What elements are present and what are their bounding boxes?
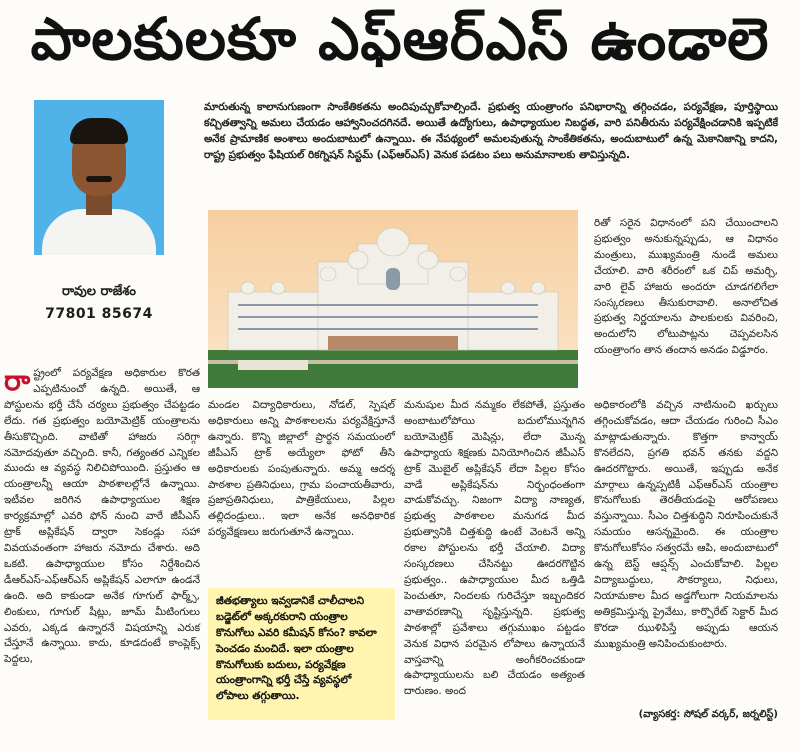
column-4-top: రితో సరైన విధానంలో పని చేయించాలని ప్రభుత్వం అనుకున్నప్పుడు, ఆ విధానం మంత్రులు, ముఖ్యమంత్రి నుండే అమలు చేయాలి. వారి శరీరంలో ఒక చిప్ అమర్చి, వారి లైవ్ హాజరు అందరూ చూడగలిగేలా సంస్కరణలు తీసుకురావాలి. అనాలోచిత ప్రభుత్వ నిర్ణయాలను పాలకులకు వివరించి, అందులోని లోటుపాట్లను చెప్పవలసిన యంత్రాంగం తాన తందాన అనడం విడ్డూరం.: [594, 217, 778, 357]
author-byline: (వ్యాసకర్త: సోషల్ వర్కర్, జర్నలిస్ట్): [638, 709, 778, 720]
intro-paragraph: మారుతున్న కాలానుగుణంగా సాంకేతికతను అందిపుచ్చుకోవాల్సిందే. ప్రభుత్వ యంత్రాంగం పనిభారాన్ని తగ్గించడం, పర్యవేక్షణ, పూర్తిస్థాయి కచ్చితత్వాన్ని అమలు చేయడం ఆహ్వానించదగినదే. అయితే ఉద్యోగులు, ఉపాధ్యాయుల నిబద్ధత, వారి పనితీరును పర్యవేక్షించడానికి ఇప్పటికే అనేక ప్రామాణిక అంశాలు అందుబాటులో ఉన్నాయి. ఈ నేపథ్యంలో అమలవుతున్న సాంకేతికతను, అందుబాటులో ఉన్న మెకానిజాన్ని కాదని, రాష్ట్ర ప్రభుత్వం ఫేషియల్ రికగ్నిషన్ సిస్టమ్ (ఎఫ్‌ఆర్‌ఎస్) వెనుక పడటం పలు అనుమానాలకు తావిస్తున్నది.: [204, 101, 778, 161]
column-1-text: ష్ట్రంలో పర్యవేక్షణ అధికారుల కొరత ఎప్పటినుంచో ఉన్నది. అయితే, ఆ పోస్టులను భర్తీ చేసే చర్యలు ప్రభుత్వం చేపట్టడం లేదు. గత ప్రభుత్వం బయోమెట్రిక్ యంత్రాలను తీసుకొచ్చింది. వాటితో హాజరు సరిగ్గా నమోదవుతూ వచ్చింది. కానీ, గత్యంతర ఎన్నికల ముందు ఆ వ్యవస్థ నిలిచిపోయింది. ప్రస్తుతం ఆ యంత్రాలన్నీ ఆయా పాఠశాలల్లోనే ఉన్నాయి. ఇటీవల జరిగిన ఉపాధ్యాయుల శిక్షణ కార్యక్రమాల్లో ఎవరి ఫోన్ నుంచి వారే జీపీఎస్ ట్రాక్ అప్లికేషన్ ద్వారా సెకండ్లు సహా వివయవంతంగా హాజరు నమోదు చేశారు. అది ఒకటి. ఉపాధ్యాయుల కోసం నిర్దేశించిన డీఆర్‌ఎస్-ఎఫ్‌ఆర్‌ఎస్ అప్లికేషన్ ఎలాగూ ఉండనే ఉంది. అది కాకుండా అనేక గూగుల్ ఫార్మ్స్, లింకులు, గూగుల్ షీట్లు, జూమ్ మీటింగులు ఎవరు, ఎక్కడ ఉన్నారనే విషయాన్ని ఎరుక చేస్తూనే ఉన్నాయి. కాదు, కూడదంటే కాంప్లెక్స్ పెద్దలు,: [4, 367, 200, 666]
pull-quote: జీతభత్యాలు ఇవ్వడానికే చాలీచాలని బడ్జెట్‌లో అక్కరకురాని యంత్రాల కొనుగోలు ఎవరి కమీషన్ కోసం? కావలా పెంచడం మంచిదే. ఇలా యంత్రాల కొనుగోలుకు బదులు, పర్యవేక్షణ యంత్రాంగాన్ని భర్తీ చేస్తే వ్యవస్థలో లోపాలు తగ్గుతాయి.: [208, 588, 395, 720]
drop-cap: రా: [4, 364, 31, 397]
author-name: రావుల రాజేశం: [62, 284, 136, 299]
column-1: [0, 366, 200, 668]
author-photo: [34, 100, 164, 255]
secretariat-building-photo: [208, 210, 578, 388]
headline: పాలకులకూ ఎఫ్‌ఆర్‌ఎస్ ఉండాలె: [30, 4, 770, 73]
author-phone: 77801 85674: [45, 306, 153, 322]
column-4-bottom: అధికారంలోకి వచ్చిన నాటినుంచి ఖర్చులు తగ్గించుకోవడం, ఆదా చేయడం గురించి సీఎం మాట్లాడుతున్నారు. కొత్తగా కాన్వాయ్ కొనలేదని, ప్రగతి భవన్ తనకు వద్దని ఊదరగొట్టారు. అయితే, ఇప్పుడు అనేక మార్గాలు ఉన్నప్పటికీ ఎఫ్‌ఆర్‌ఎస్ యంత్రాల కొనుగోలుకు తెరతీయడంపై ఆరోపణలు వస్తున్నాయి. సీఎం చిత్తశుద్ధిని నిరూపించుకునే సమయం ఆసన్నమైంది. ఈ యంత్రాల కొనుగోలుకోసం సత్వరమే ఆపి, అందుబాటులో ఉన్న బెస్ట్ ఆప్షన్స్ ఎంచుకోవాలి. పిల్లల విద్యాబుద్ధులు, సౌకర్యాలు, నిధులు, నియామకాల మీద అడ్డగోలుగా నియమాలను అతిక్రమిస్తున్న ప్రైవేటు, కార్పొరేట్ సెక్టార్ మీద కొరడా ఝుళిపిస్తే అప్పుడు ఆయన ముఖ్యమంత్రి అనిపించుకుంటారు.: [594, 399, 778, 650]
column-2: మండల విద్యాధికారులు, నోడల్, స్పెషల్ అధికారులు అన్ని పాఠశాలలను పర్యవేక్షిస్తూనే ఉన్నారు. కొన్ని జిల్లాలో ప్రార్థన సమయంలో జీపీఎస్ ట్రాక్ అయ్యేలా ఫోటో తీసి అధికారులకు పంపుతున్నారు. అమ్మ ఆదర్శ పాఠశాల ప్రతినిధులు, గ్రామ పంచాయతీవారు, ప్రజాప్రతినిధులు, పాత్రికేయులు, పిల్లల తల్లిదండ్రులు.. ఇలా అనేక అనధికారిక పర్యవేక్షణలు జరుగుతూనే ఉన్నాయి.: [208, 399, 395, 539]
column-3: మనుషుల మీద నమ్మకం లేకపోతే, ప్రస్తుతం అంబాటులోపోయి బదులోమున్నగిన బయోమెట్రిక్ మెషిన్లు, లేదా మొన్న ఉపాధ్యాయ శిక్షణకు వినియోగించిన జీపీఎస్ ట్రాక్ మొబైల్ అప్లికేషన్ లేదా పిల్లల కోసం వాడే అప్లికేషన్‌ను నిర్బంధంతంగా వాడుకోవచ్చు. నిజంగా విద్యా నాణ్యత, ప్రభుత్వ పాఠశాలల మనుగడ మీద ప్రభుత్వానికి చిత్తశుద్ధి ఉంటే వెంటనే అన్ని రకాల పోస్టులను భర్తీ చేయాలి. విద్యా సంస్కరణలు చేసినట్టు ఊదరగొట్టిన ప్రభుత్వం.. ఉపాధ్యాయుల మీద ఒత్తిడి పెంచుతూ, నిందలకు గురిచేస్తూ ఇబ్బందికర వాతావరణాన్ని సృష్టిస్తున్నది. ప్రభుత్వ పాఠశాల్లో ప్రవేశాలు తగ్గుముఖం పట్టడం వెనుక విధాన పరమైన లోపాలు ఉన్నాయనే వాస్తవాన్ని అంగీకరించకుండా ఉపాధ్యాయులను బలి చేయడం అత్యంత దారుణం. అంద: [404, 399, 585, 698]
